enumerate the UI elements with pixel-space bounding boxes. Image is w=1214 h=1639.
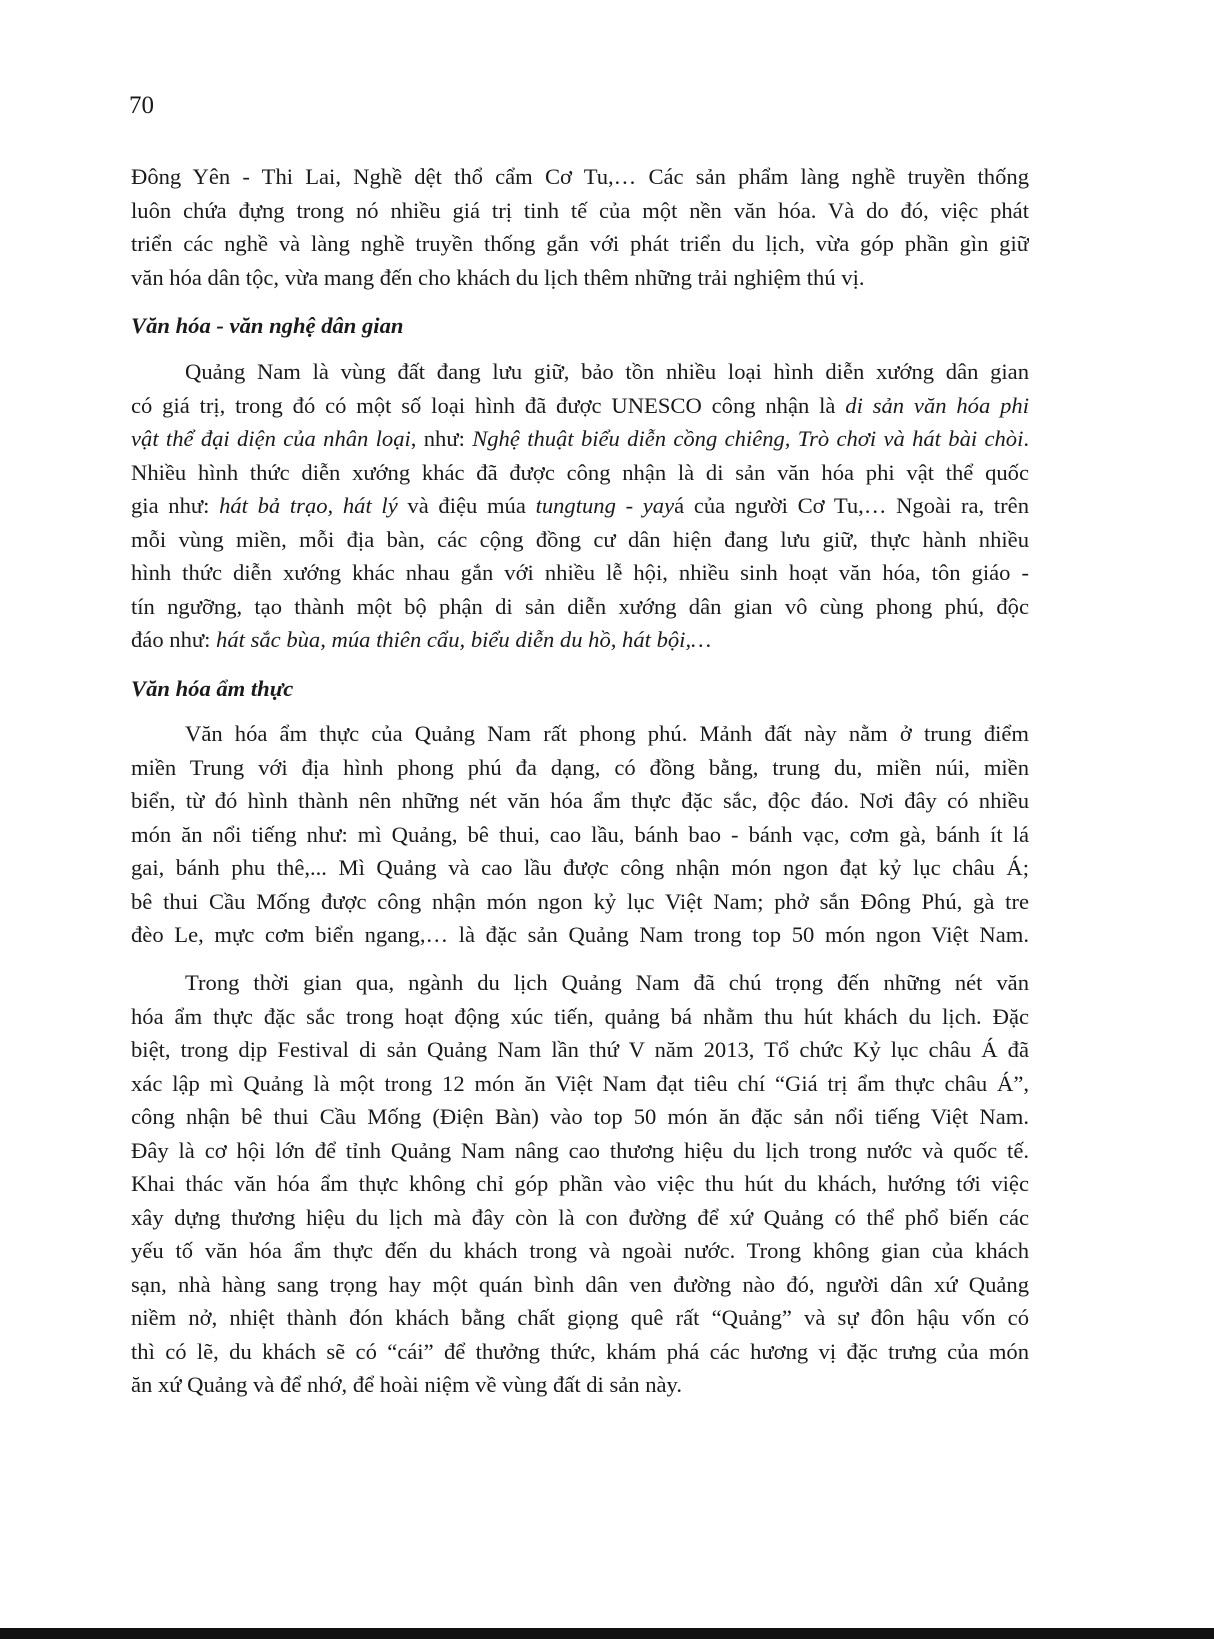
paragraph-cuisine-promotion: [131, 966, 1029, 1402]
text-line: [131, 227, 1029, 261]
text-run: yếu tố văn hóa ẩm thực đến du khách trong và ngoài nước. Trong không gian của khách: [131, 1238, 1029, 1263]
text-line: [131, 556, 1029, 590]
page-number: 70: [129, 92, 154, 119]
text-line: [131, 1268, 1029, 1302]
text-run: Trong thời gian qua, ngành du lịch Quảng Nam đã chú trọng đến những nét văn: [185, 970, 1029, 995]
text-run: sạn, nhà hàng sang trọng hay một quán bình dân ven đường nào đó, người dân xứ Quảng: [131, 1271, 1029, 1297]
text-line: [131, 456, 1029, 490]
text-run: miền Trung với địa hình phong phú đa dạng, có đồng bằng, trung du, miền núi, miền: [131, 754, 1029, 780]
text-line: [131, 1100, 1029, 1134]
text-line: [131, 851, 1029, 885]
text-run: triển các nghề và làng nghề truyền thống gắn với phát triển du lịch, vừa góp phần gìn giữ: [131, 231, 1029, 256]
text-run: hóa ẩm thực đặc sắc trong hoạt động xúc tiến, quảng bá nhằm thu hút khách du lịch. Đặc: [131, 1003, 1029, 1029]
text-line: [131, 1067, 1029, 1101]
section-heading-cuisine: Văn hóa ẩm thực: [131, 676, 294, 701]
text-run: Văn hóa ẩm thực của Quảng Nam rất phong phú. Mảnh đất này nằm ở trung điểm: [185, 721, 1029, 746]
text-run: luôn chứa đựng trong nó nhiều giá trị tinh tế của một nền văn hóa. Và do đó, việc phát: [131, 197, 1029, 223]
text-run: biển, từ đó hình thành nên những nét văn hóa ẩm thực đặc sắc, độc đáo. Nơi đây có nhiều: [131, 788, 1029, 813]
italic-text: tungtung - yay: [535, 493, 675, 518]
text-line: [131, 1167, 1029, 1201]
text-run: Đông Yên - Thi Lai, Nghề dệt thổ cẩm Cơ Tu,… Các sản phẩm làng nghề truyền thống: [131, 164, 1029, 189]
text-run: có giá trị, trong đó có một số loại hình đã được UNESCO công nhận là: [131, 392, 846, 418]
paragraph-cuisine: [131, 717, 1029, 952]
text-run: công nhận bê thui Cầu Mống (Điện Bàn) vào top 50 món ăn đặc sản nổi tiếng Việt Nam.: [131, 1104, 1029, 1129]
text-line: [131, 194, 1029, 228]
text-line: [131, 885, 1029, 919]
text-run: .: [1023, 426, 1029, 451]
text-run: đáo như:: [131, 627, 217, 652]
text-run: thì có lẽ, du khách sẽ có “cái” để thưởng thức, khám phá các hương vị đặc trưng của món: [131, 1338, 1029, 1364]
text-line: [131, 966, 1029, 1000]
text-line: [131, 160, 1029, 194]
text-line: [131, 1134, 1029, 1168]
text-run: á của người Cơ Tu,… Ngoài ra, trên: [674, 493, 1029, 518]
text-line: [131, 818, 1029, 852]
text-line: [131, 623, 1029, 657]
text-line: [131, 784, 1029, 818]
text-run: Nhiều hình thức diễn xướng khác đã được công nhận là di sản văn hóa phi vật thể quốc: [131, 459, 1029, 485]
text-run: bê thui Cầu Mống được công nhận món ngon kỷ lục Việt Nam; phở sắn Đông Phú, gà tre: [131, 888, 1029, 914]
italic-text: vật thể đại diện của nhân loại: [131, 426, 411, 451]
text-run: ăn xứ Quảng và để nhớ, để hoài niệm về vùng đất di sản này.: [131, 1372, 683, 1397]
text-run: văn hóa dân tộc, vừa mang đến cho khách du lịch thêm những trải nghiệm thú vị.: [131, 264, 865, 290]
text-line: [131, 918, 1029, 952]
italic-text: di sản văn hóa phi: [845, 392, 1029, 418]
text-line: [131, 590, 1029, 624]
italic-text: hát sắc bùa, múa thiên cẩu, biểu diễn du hồ, hát bội,…: [216, 627, 712, 652]
text-line: [131, 1000, 1029, 1034]
text-run: niềm nở, nhiệt thành đón khách bằng chất giọng quê rất “Quảng” và sự đôn hậu vốn có: [131, 1305, 1029, 1330]
text-run: gai, bánh phu thê,... Mì Quảng và cao lầu được công nhận món ngon đạt kỷ lục châu Á;: [131, 855, 1029, 880]
text-run: xác lập mì Quảng là một trong 12 món ăn Việt Nam đạt tiêu chí “Giá trị ẩm thực châu Á”,: [131, 1070, 1029, 1096]
text-line: [131, 1033, 1029, 1067]
text-run: và điệu múa: [397, 493, 536, 518]
text-run: Quảng Nam là vùng đất đang lưu giữ, bảo tồn nhiều loại hình diễn xướng dân gian: [185, 359, 1029, 384]
text-run: , như:: [410, 426, 473, 451]
text-line: [131, 1234, 1029, 1268]
text-line: [131, 1335, 1029, 1369]
text-run: tín ngưỡng, tạo thành một bộ phận di sản diễn xướng dân gian vô cùng phong phú, độc: [131, 593, 1029, 619]
text-line: [131, 489, 1029, 523]
text-run: Khai thác văn hóa ẩm thực không chỉ góp phần vào việc thu hút du khách, hướng tới việc: [131, 1171, 1029, 1196]
text-line: [131, 751, 1029, 785]
text-run: gia như:: [131, 493, 220, 518]
text-line: [131, 355, 1029, 389]
page-bottom-rule: [0, 1628, 1214, 1639]
text-line: [131, 1301, 1029, 1335]
italic-text: Nghệ thuật biểu diễn cồng chiêng, Trò chơi và hát bài chòi: [472, 426, 1024, 451]
paragraph-intro: [131, 160, 1029, 294]
text-run: xây dựng thương hiệu du lịch mà đây còn là con đường để xứ Quảng có thể phổ biến các: [131, 1204, 1029, 1230]
text-line: [131, 523, 1029, 557]
paragraph-folk-arts: [131, 355, 1029, 657]
text-line: [131, 389, 1029, 423]
text-run: đèo Le, mực cơm biển ngang,… là đặc sản Quảng Nam trong top 50 món ngon Việt Nam.: [131, 922, 1029, 947]
text-line: [131, 261, 1029, 295]
text-line: [131, 1201, 1029, 1235]
text-run: hình thức diễn xướng khác nhau gắn với nhiều lễ hội, nhiều sinh hoạt văn hóa, tôn giáo -: [131, 560, 1029, 585]
text-run: biệt, trong dịp Festival di sản Quảng Nam lần thứ V năm 2013, Tổ chức Kỷ lục châu Á đã: [131, 1037, 1029, 1062]
text-line: [131, 1368, 1029, 1402]
text-run: Đây là cơ hội lớn để tỉnh Quảng Nam nâng cao thương hiệu du lịch trong nước và quốc tế.: [131, 1137, 1029, 1163]
text-run: mỗi vùng miền, mỗi địa bàn, các cộng đồng cư dân hiện đang lưu giữ, thực hành nhiều: [131, 526, 1029, 552]
italic-text: hát bả trạo, hát lý: [219, 493, 398, 518]
section-heading-folk-arts: Văn hóa - văn nghệ dân gian: [131, 313, 404, 338]
text-line: [131, 717, 1029, 751]
text-run: món ăn nổi tiếng như: mì Quảng, bê thui, cao lầu, bánh bao - bánh vạc, cơm gà, bánh ít lá: [131, 821, 1029, 847]
text-line: [131, 422, 1029, 456]
